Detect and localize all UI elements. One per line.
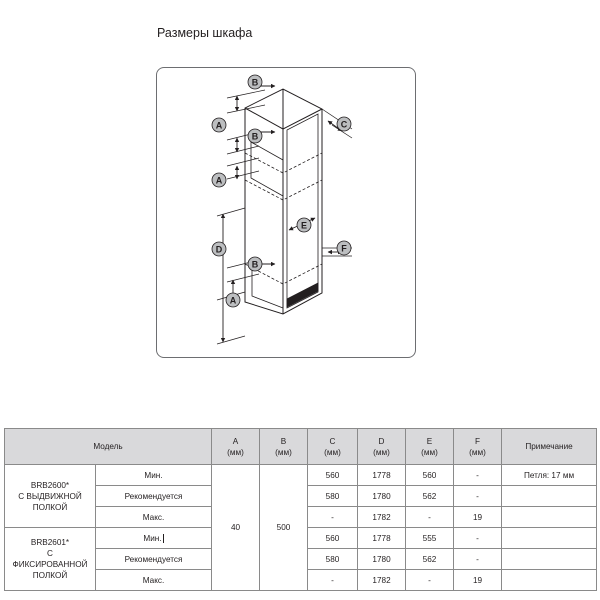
cabinet-diagram (157, 68, 415, 357)
value-d: 1782 (358, 507, 406, 528)
model-brb2601-line3: ФИКСИРОВАННОЙ (12, 560, 88, 569)
value-b-shared: 500 (260, 465, 308, 591)
header-c-unit: (мм) (324, 447, 341, 457)
value-c: - (308, 570, 358, 591)
header-d-unit: (мм) (373, 447, 390, 457)
value-e: - (406, 507, 454, 528)
model-brb2601 (5, 528, 96, 591)
note-empty (502, 570, 597, 591)
header-a (212, 429, 260, 465)
note-empty (502, 486, 597, 507)
header-c-label: C (329, 436, 336, 446)
row-type: Мин. (96, 465, 212, 486)
model-brb2601-line2: С (47, 549, 53, 558)
dimensions-table (4, 428, 597, 591)
table-row (5, 465, 597, 486)
header-b (260, 429, 308, 465)
value-f: - (454, 465, 502, 486)
value-c: 560 (308, 528, 358, 549)
label-a-middle-text: A (215, 175, 223, 186)
label-b-top-text: B (251, 77, 259, 88)
value-d: 1778 (358, 465, 406, 486)
header-model: Модель (5, 429, 212, 465)
header-f-label: F (475, 436, 481, 446)
label-b-top (248, 75, 262, 89)
label-f-text: F (341, 243, 347, 254)
value-f: - (454, 549, 502, 570)
label-b-middle-text: B (251, 131, 259, 142)
row-type: Рекомендуется (96, 486, 212, 507)
label-a-top-text: A (215, 120, 223, 131)
note-empty (502, 549, 597, 570)
header-a-unit: (мм) (227, 447, 244, 457)
label-b-bottom (248, 257, 262, 271)
value-e: 562 (406, 549, 454, 570)
value-c: 580 (308, 549, 358, 570)
label-c-text: C (340, 119, 348, 130)
header-d-label: D (378, 436, 385, 446)
table-header-row (5, 429, 597, 465)
page-title: Размеры шкафа (157, 26, 253, 40)
header-e-label: E (426, 436, 433, 446)
value-f: 19 (454, 570, 502, 591)
label-c (337, 117, 351, 131)
note-value: Петля: 17 мм (502, 465, 597, 486)
row-type: Макс. (96, 507, 212, 528)
value-c: - (308, 507, 358, 528)
value-e: 562 (406, 486, 454, 507)
value-c: 580 (308, 486, 358, 507)
header-f (454, 429, 502, 465)
row-type: Рекомендуется (96, 549, 212, 570)
row-type-text: Мин. (143, 533, 162, 543)
value-d: 1780 (358, 549, 406, 570)
label-a-top (212, 118, 226, 132)
label-b-bottom-text: B (251, 259, 259, 270)
label-e-text: E (300, 220, 308, 231)
header-a-label: A (232, 436, 239, 446)
row-type (96, 528, 212, 549)
value-d: 1778 (358, 528, 406, 549)
row-type: Макс. (96, 570, 212, 591)
label-b-middle (248, 129, 262, 143)
label-e (297, 218, 311, 232)
header-note: Примечание (502, 429, 597, 465)
value-c: 560 (308, 465, 358, 486)
model-brb2600-line3: ПОЛКОЙ (32, 502, 68, 512)
label-a-bottom (226, 293, 240, 307)
label-d-text: D (215, 244, 223, 255)
header-e-unit: (мм) (421, 447, 438, 457)
model-brb2601-line4: ПОЛКОЙ (32, 571, 68, 580)
value-f: 19 (454, 507, 502, 528)
value-f: - (454, 486, 502, 507)
header-b-label: B (280, 436, 287, 446)
label-a-bottom-text: A (229, 295, 237, 306)
label-d (212, 242, 226, 256)
value-d: 1780 (358, 486, 406, 507)
value-e: - (406, 570, 454, 591)
value-f: - (454, 528, 502, 549)
model-brb2600-name: BRB2600* (30, 480, 70, 490)
header-d (358, 429, 406, 465)
label-a-middle (212, 173, 226, 187)
model-brb2600-line2: С ВЫДВИЖНОЙ (18, 491, 82, 501)
header-c (308, 429, 358, 465)
header-e (406, 429, 454, 465)
value-e: 560 (406, 465, 454, 486)
cabinet-diagram-frame (156, 67, 416, 358)
label-f (337, 241, 351, 255)
note-empty (502, 507, 597, 528)
value-d: 1782 (358, 570, 406, 591)
model-brb2601-name: BRB2601* (30, 538, 70, 547)
header-b-unit: (мм) (275, 447, 292, 457)
value-a-shared: 40 (212, 465, 260, 591)
model-brb2600 (5, 465, 96, 528)
note-empty (502, 528, 597, 549)
value-e: 555 (406, 528, 454, 549)
header-f-unit: (мм) (469, 447, 486, 457)
